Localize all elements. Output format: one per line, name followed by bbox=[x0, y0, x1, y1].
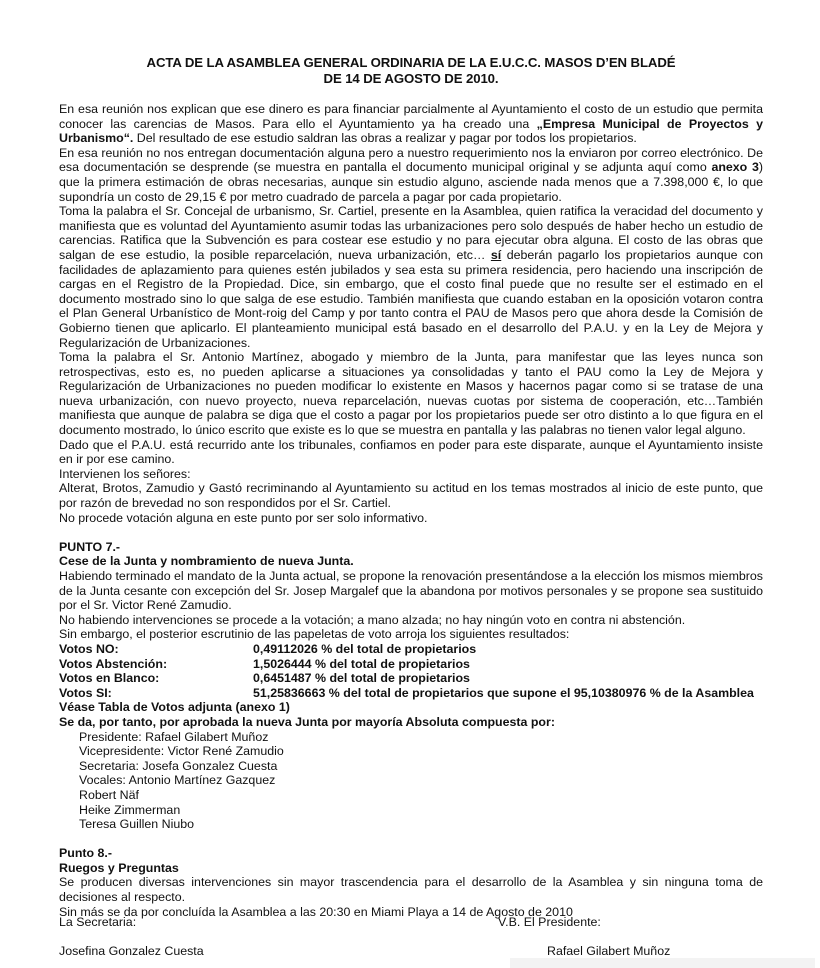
vote-value: 0,6451487 % del total de propietarios bbox=[253, 671, 470, 686]
paragraph-no-votacion: No procede votación alguna en este punto por ser solo informativo. bbox=[59, 510, 428, 525]
punto8-paragraph-2: Sin más se da por concluída la Asamblea a las 20:30 en Miami Playa a 14 de Agosto de 2010 bbox=[59, 904, 573, 919]
paragraph-concejal bbox=[59, 204, 763, 350]
paragraph-documentation bbox=[59, 146, 763, 204]
junta-members-list bbox=[59, 730, 763, 832]
paragraph-pau: Dado que el P.A.U. está recurrido ante los tribunales, confiamos en poder para este disparate, aunque el Ayuntamiento insiste en ir por ese camino. bbox=[59, 437, 763, 467]
list-item: Robert Näf bbox=[79, 787, 139, 802]
vote-value: 51,25836663 % del total de propietarios que supone el 95,10380976 % de la Asamblea bbox=[253, 685, 754, 700]
punto8-paragraph-1: Se producen diversas intervenciones sin mayor trascendencia para el desarrollo de la Asamblea y sin ninguna toma de decisiones al respecto. bbox=[59, 875, 763, 905]
vote-row-no bbox=[59, 642, 763, 657]
list-item: Teresa Guillen Niubo bbox=[79, 817, 195, 832]
document-body bbox=[59, 102, 763, 919]
vote-label: Votos NO: bbox=[59, 641, 119, 656]
paragraph-financing bbox=[59, 102, 763, 146]
punto7-paragraph-1: Habiendo terminado el mandato de la Junta actual, se propone la renovación presentándose a la elección los mismos miembros de la Junta cesante con excepción del Sr. Josep Margalef que la abandona por motivos personales y se propone sea sustituido por el Sr. Victor René Zamudio. bbox=[59, 569, 763, 613]
text-span: En esa reunión no nos entregan documentación alguna pero a nuestro requerimiento nos la enviaron por correo electrónico. De esa documentación se desprende (se muestra en pantalla el documento municipal original y se adjunta aquí como bbox=[59, 145, 763, 175]
annex-note: Véase Tabla de Votos adjunta (anexo 1) bbox=[59, 700, 290, 715]
text-span: deberán pagarlo los propietarios aunque con facilidades de aplazamiento para quienes estén jubilados y sea esta su primera residencia, pero haciendo una inscripción de cargas en el Registro de la Propiedad. Dice, sin embargo, que el costo final puede que no resulte ser el estimado en el documento mostrado sino lo que salga de ese estudio. También manifiesta que cuando estaban en la oposición votaron contra el Plan General Urbanístico de Mont-roig del Camp y por tanto contra el PAU de Masos pero que ahora desde la Comisión de Gobierno tienen que aplicarlo. El planteamiento municipal está basado en el desarrollo del P.A.U. y en la Ley de Mejora y Regularización de Urbanizaciones. bbox=[59, 247, 764, 350]
list-item: Presidente: Rafael Gilabert Muñoz bbox=[79, 729, 269, 744]
text-span: En esa reunión nos explican que ese dinero es para financiar parcialmente al Ayuntamiento el costo de un estudio que permita conocer las carencias de Masos. Para ello el Ayuntamiento ya ha creado una bbox=[59, 102, 763, 131]
company-name: „Empresa Municipal de Proyectos y Urbanismo“. bbox=[59, 116, 763, 146]
text-span: Toma la palabra el Sr. Concejal de urbanismo, Sr. Cartiel, presente en la Asamblea, quien ratifica la veracidad del documento y manifiesta que es voluntad del Ayuntamiento asumir todas las urbanizaciones pero solo después de haber hecho un estudio de carencias. Ratifica que la Subvención es para costear ese estudio y no para ejecutar obra alguna. El costo de las obras que salgan de ese estudio, la posible reparcelación, nueva urbanización, etc… bbox=[59, 204, 763, 262]
spacer bbox=[59, 832, 763, 847]
vote-label: Votos SI: bbox=[59, 685, 112, 700]
punto8-heading: Punto 8.- bbox=[59, 846, 112, 861]
spacer bbox=[59, 525, 763, 540]
punto7-paragraph-3: Sin embargo, el posterior escrutinio de las papeletas de voto arroja los siguientes resultados: bbox=[59, 627, 570, 642]
vote-label: Votos Abstención: bbox=[59, 656, 168, 671]
president-role: V.B. El Presidente: bbox=[498, 915, 601, 929]
punto8-subheading: Ruegos y Preguntas bbox=[59, 860, 179, 875]
paragraph-intervienen: Intervienen los señores: bbox=[59, 466, 191, 481]
list-item: Heike Zimmerman bbox=[79, 802, 181, 817]
title-line-1: ACTA DE LA ASAMBLEA GENERAL ORDINARIA DE LA E.U.C.C. MASOS D’EN BLADÉ bbox=[146, 55, 676, 70]
document-title bbox=[59, 55, 763, 86]
list-item: Secretaria: Josefa Gonzalez Cuesta bbox=[79, 758, 278, 773]
title-line-2: DE 14 DE AGOSTO DE 2010. bbox=[323, 70, 499, 86]
vote-row-abstencion bbox=[59, 657, 763, 672]
emphasis-si: sí bbox=[490, 247, 502, 262]
vote-value: 0,49112026 % del total de propietarios bbox=[253, 641, 477, 656]
vote-value: 1,5026444 % del total de propietarios bbox=[253, 656, 470, 671]
text-span: Del resultado de ese estudio saldran las obras a realizar y pagar por todos los propietarios. bbox=[133, 131, 637, 146]
paragraph-martinez: Toma la palabra el Sr. Antonio Martínez, abogado y miembro de la Junta, para manifestar que las leyes nunca son retrospectivas, esto es, no pueden aplicarse a situaciones ya consolidadas y tanto el PAU como la Ley de Mejora y Regularización de Urbanizaciones no pueden modificar lo existente en Masos y hacernos pagar como si se tratase de una nueva urbanización, con nuevo proyecto, nueva reparcelación, nuevas cuotas por sistema de cooperación, etc…También manifiesta que aunque de palabra se diga que el costo a pagar por los propietarios puede ser otro distinto a lo que figura en el documento mostrado, lo único escrito que existe es lo que se muestra en pantalla y las palabras no tienen valor legal alguno. bbox=[59, 350, 763, 438]
approval-statement: Se da, por tanto, por aprobada la nueva Junta por mayoría Absoluta compuesta por: bbox=[59, 714, 555, 729]
vote-label: Votos en Blanco: bbox=[59, 671, 160, 686]
text-span: ) que la primera estimación de obras necesarias, aunque sin estudio alguno, asciende nada menos que a 7.398,000 €, lo que supondría un costo de 29,15 € por metro cuadrado de parcela a pagar por cada propietario. bbox=[59, 160, 763, 204]
punto7-subheading: Cese de la Junta y nombramiento de nueva Junta. bbox=[59, 554, 354, 569]
secretary-role: La Secretaria: bbox=[59, 915, 137, 929]
president-name: Rafael Gilabert Muñoz bbox=[547, 944, 671, 958]
punto7-heading: PUNTO 7.- bbox=[59, 539, 121, 554]
list-item: Vocales: Antonio Martínez Gazquez bbox=[79, 773, 276, 788]
secretary-name: Josefina Gonzalez Cuesta bbox=[59, 944, 204, 958]
list-item: Vicepresidente: Victor René Zamudio bbox=[79, 744, 284, 759]
vote-row-si bbox=[59, 686, 763, 701]
paragraph-alterat: Alterat, Brotos, Zamudio y Gastó recriminando al Ayuntamiento su actitud en los temas mostrados al inicio de este punto, que por razón de brevedad no son respondidos por el Sr. Cartiel. bbox=[59, 481, 763, 511]
votes-table bbox=[59, 642, 763, 700]
vote-row-blanco bbox=[59, 671, 763, 686]
punto7-paragraph-2: No habiendo intervenciones se procede a la votación; a mano alzada; no hay ningún voto en contra ni abstención. bbox=[59, 612, 686, 627]
scan-artifact bbox=[510, 958, 815, 968]
annex-reference: anexo 3 bbox=[711, 160, 759, 175]
